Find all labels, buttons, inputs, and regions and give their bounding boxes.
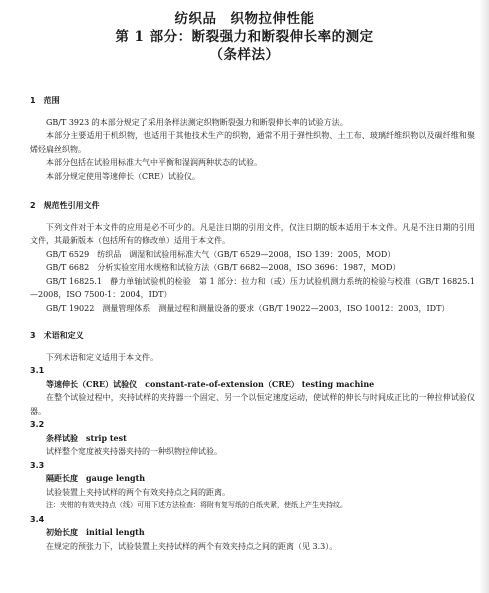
section-1-heading: 1 范围 (30, 96, 60, 105)
normative-reference: GB/T 6682 分析实验室用水规格和试验方法（GB/T 6682—2008，ISO 3696：1987，MOD） (46, 263, 401, 272)
normative-reference: GB/T 16825.1 静力单轴试验机的检验 第 1 部分：拉力和（或）压力试验机测力系统的检验与校准（GB/T 16825.1—2008，ISO 7500-1：2004，IDT） (30, 276, 475, 299)
term-definition: 在整个试验过程中，夹持试样的夹持器一个固定、另一个以恒定速度运动，使试样的伸长与时间成正比的一种拉伸试验仪器。 (30, 393, 475, 416)
term-name: 初始长度 initial length (46, 527, 145, 537)
section-1-paragraph: 本部分主要适用于机织物，也适用于其他技术生产的织物，通常不用于弹性织物、土工布、玻璃纤维织物以及碳纤维和聚烯烃扁丝织物。 (30, 131, 475, 154)
section-2-heading: 2 规范性引用文件 (30, 201, 100, 210)
term-note: 注：夹钳的有效夹持点（线）可用下述方法检查：将附有复写纸的白纸夹紧，使纸上产生夹持纹。 (46, 501, 347, 509)
normative-reference: GB/T 19022 测量管理体系 测量过程和测量设备的要求（GB/T 19022—2003，ISO 10012：2003，IDT） (46, 303, 450, 313)
normative-reference: GB/T 6529 纺织品 调湿和试验用标准大气（GB/T 6529—2008，ISO 139：2005，MOD） (46, 249, 396, 259)
document-body (30, 94, 475, 553)
term-definition: 试验装置上夹持试样的两个有效夹持点之间的距离。 (46, 487, 230, 497)
term-definition: 在规定的预张力下，试验装置上夹持试样的两个有效夹持点之间的距离（见 3.3）。 (46, 541, 338, 551)
title-line-3: （条样法） (209, 47, 280, 63)
term-number: 3.3 (30, 460, 45, 470)
title-line-1: 纺织品 织物拉伸性能 (174, 11, 315, 27)
term-number: 3.2 (30, 420, 45, 429)
section-2-intro: 下列文件对于本文件的应用是必不可少的。凡是注日期的引用文件，仅注日期的版本适用于本文件。凡是不注日期的引用文件，其最新版本（包括所有的修改单）适用于本文件。 (30, 222, 475, 245)
section-3-heading: 3 术语和定义 (30, 331, 84, 340)
section-1-paragraph: GB/T 3923 的本部分规定了采用条样法测定织物断裂强力和断裂伸长率的试验方法。 (46, 117, 348, 127)
term-number: 3.4 (30, 514, 45, 524)
term-name: 隔距长度 gauge length (46, 473, 146, 483)
document-title (0, 10, 489, 64)
title-line-2: 第 1 部分：断裂强力和断裂伸长率的测定 (115, 29, 374, 45)
page-edge-shadow (479, 0, 489, 593)
term-number: 3.1 (30, 366, 45, 375)
term-definition: 试样整个宽度被夹持器夹持的一种织物拉伸试验。 (46, 447, 222, 456)
section-1-paragraph: 本部分规定使用等速伸长（CRE）试验仪。 (46, 171, 200, 181)
section-1-paragraph: 本部分包括在试验用标准大气中平衡和湿润两种状态的试验。 (46, 158, 262, 167)
term-name: 条样试验 strip test (46, 432, 127, 443)
term-name: 等速伸长（CRE）试验仪 constant-rate-of-extension（CRE） testing machine (46, 378, 375, 389)
section-3-intro: 下列术语和定义适用于本文件。 (46, 352, 158, 362)
